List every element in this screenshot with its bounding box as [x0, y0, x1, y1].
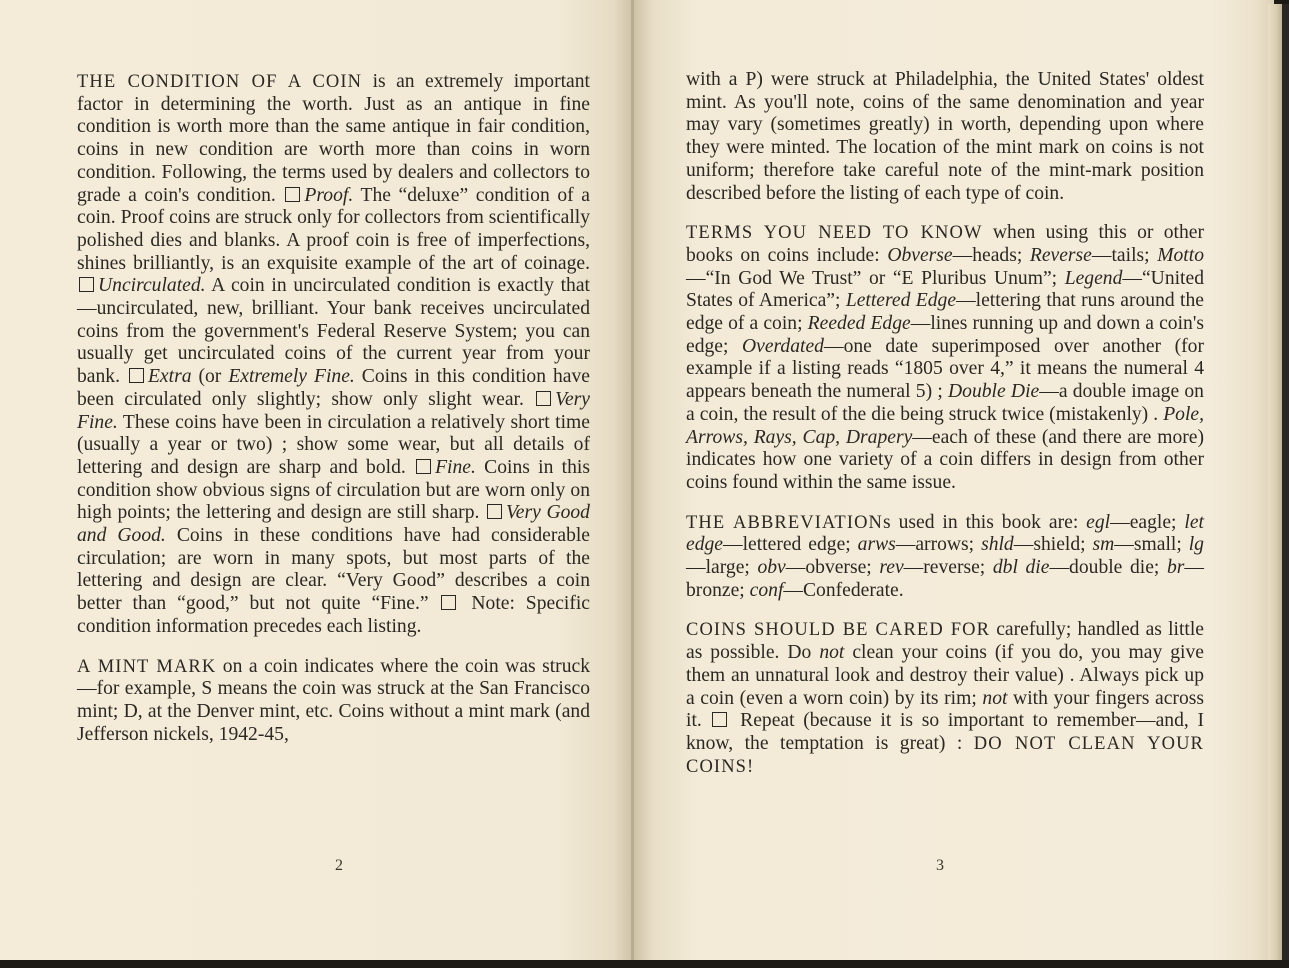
term-proof: Proof. — [304, 184, 354, 206]
abbreviation-meaning: —bronze; — [686, 557, 1205, 601]
abbreviation-meaning: —arrows; — [895, 534, 982, 556]
term-extremely-fine: Extremely Fine. — [228, 366, 355, 388]
abbreviation-item — [1086, 512, 1184, 533]
abbreviation-item — [757, 557, 879, 578]
abbreviation-term: lg — [1188, 534, 1204, 556]
abbreviation-meaning: —obverse; — [785, 557, 880, 579]
abbreviation-meaning: —shield; — [1013, 534, 1093, 556]
mint-mark-heading: A MINT MARK — [77, 656, 217, 677]
abbreviation-term: let edge — [686, 511, 1204, 556]
mint-mark-paragraph: A MINT MARK on a coin indicates where the coin was struck—for example, S means the coin was struck at the San Francisco mint; D, at the Denver mint, etc. Coins without a mint mark (and Jefferson nickels, 1942-45, — [77, 655, 590, 745]
term-very-fine: Very Fine. — [77, 388, 590, 433]
abbreviations-paragraph: THE ABBREVIATIONs used in this book are: egl—eagle; let edge—lettered edge; arws—arrows; shld—shield; sm—small; lg—large; obv—obverse; rev—reverse; dbl die—double die; br—bronze; conf—Confederate. — [686, 511, 1205, 601]
abbreviation-term: br — [1166, 557, 1185, 579]
bullet-box-icon — [416, 459, 431, 474]
bullet-box-icon — [536, 391, 551, 406]
abbreviation-item — [1093, 534, 1189, 555]
abbreviation-term: arws — [857, 534, 896, 556]
condition-heading: THE CONDITION OF A COIN — [77, 72, 363, 92]
bullet-box-icon — [487, 504, 502, 519]
page-number-right: 3 — [936, 857, 944, 874]
bullet-box-icon — [441, 595, 456, 610]
care-paragraph: COINS SHOULD BE CARED FOR carefully; handled as little as possible. Do not clean your coins (if you do, you may give them an unnatural look and destroy their value) . Always pick up a coin (even a worn coin) by its rim; not with your fingers across it. Repeat (because it is so important to remember—and, I know, the temptation is great) : DO NOT CLEAN YOUR COINS! — [686, 619, 1205, 777]
left-page-text — [77, 71, 590, 763]
abbreviation-term: egl — [1086, 511, 1111, 533]
abbreviation-term: sm — [1092, 534, 1115, 556]
care-warning: DO NOT CLEAN YOUR COINS! — [686, 733, 1204, 777]
abbreviation-item — [981, 534, 1092, 555]
scanner-bottom-border — [0, 960, 1289, 968]
abbreviation-item — [858, 534, 981, 555]
condition-paragraph: THE CONDITION OF A COIN is an extremely important factor in determining the worth. Just as an antique in fine condition is worth more than the same antique in fair condition, coins in new condition are worth more than coins in worn condition. Following, the terms used by dealers and collectors to grade a coin's condition. Proof. The “deluxe” condition of a coin. Proof coins are struck only for collectors from scientifically polished dies and blanks. A proof coin is free of imperfections, shines brilliantly, is an exquisite example of the art of coinage. Uncirculated. A coin in uncirculated condition is exactly that—uncirculated, new, brilliant. Your bank receives uncirculated coins from the government's Federal Reserve System; you can usually get uncirculated coins of the current year from your bank. Extra (or Extremely Fine. Coins in this condition have been circulated only slightly; show only slight wear. Very Fine. These coins have been in circulation a relatively short time (usually a year or two) ; show some wear, but all details of lettering and design are sharp and bold. Fine. Coins in this condition show obvious signs of circulation but are worn only on high points; the lettering and design are still sharp. Very Good and Good. Coins in these conditions have had considerable circulation; are worn in many spots, but most parts of the lettering and design are clear. “Very Good” describes a coin better than “good,” but not quite “Fine.” Note: Specific condition information precedes each listing. — [77, 71, 591, 637]
page-number-left: 2 — [335, 857, 343, 874]
continuation-paragraph: with a P) were struck at Philadelphia, the United States' oldest mint. As you'll note, coins of the same denomination and year may vary (sometimes greatly) in worth, depending upon where they were minted. The location of the mint mark on coins is not uniform; therefore take careful note of the mint-mark position described before the listing of each type of coin. — [686, 69, 1204, 204]
abbreviation-term: conf — [749, 579, 784, 601]
abbreviation-meaning: —large; — [686, 557, 758, 579]
bullet-box-icon — [79, 277, 94, 292]
abbreviation-term: rev — [879, 557, 904, 579]
abbreviation-item — [879, 557, 993, 578]
terms-heading: TERMS YOU NEED TO KNOW — [686, 223, 983, 244]
abbreviation-meaning: —double die; — [1049, 557, 1167, 579]
abbreviation-meaning: —eagle; — [1110, 511, 1185, 533]
bullet-box-icon — [285, 187, 300, 202]
right-page-text — [686, 69, 1204, 795]
abbreviation-term: obv — [757, 557, 786, 579]
abbreviation-term: dbl die — [992, 557, 1050, 579]
abbreviation-meaning: —reverse; — [903, 557, 993, 579]
abbreviation-meaning: —small; — [1114, 534, 1189, 556]
bullet-box-icon — [129, 368, 144, 383]
term-extra: Extra — [147, 366, 192, 388]
abbreviation-item — [993, 557, 1167, 578]
abbreviations-heading: THE ABBREVIATION — [686, 512, 884, 533]
terms-paragraph: TERMS YOU NEED TO KNOW when using this or other books on coins include: Obverse—heads; Reverse—tails; Motto—“In God We Trust” or “E Pluribus Unum”; Legend—“United States of America”; Lettered Edge—lettering that runs around the edge of a coin; Reeded Edge—lines running up and down a coin's edge; Overdated—one date superimposed over another (for example if a listing reads “1805 over 4,” it means the numeral 4 appears beneath the numeral 5) ; Double Die—a double image on a coin, the result of the die being struck twice (mistakenly) . Pole, Arrows, Rays, Cap, Drapery—each of these (and there are more) indicates how one variety of a coin differs in design from other coins found within the same issue. — [686, 222, 1205, 493]
abbreviation-item — [750, 580, 904, 601]
abbreviation-term: shld — [981, 534, 1014, 556]
term-fine: Fine. — [435, 456, 476, 478]
page-edges — [1268, 4, 1282, 964]
abbreviation-meaning: —Confederate. — [783, 579, 904, 601]
bullet-box-icon — [712, 712, 727, 727]
care-heading: COINS SHOULD BE CARED FOR — [686, 620, 991, 641]
term-uncirculated: Uncirculated. — [98, 275, 206, 297]
term-very-good: Very Good and Good. — [77, 502, 590, 547]
abbreviation-meaning: —lettered edge; — [723, 534, 858, 556]
